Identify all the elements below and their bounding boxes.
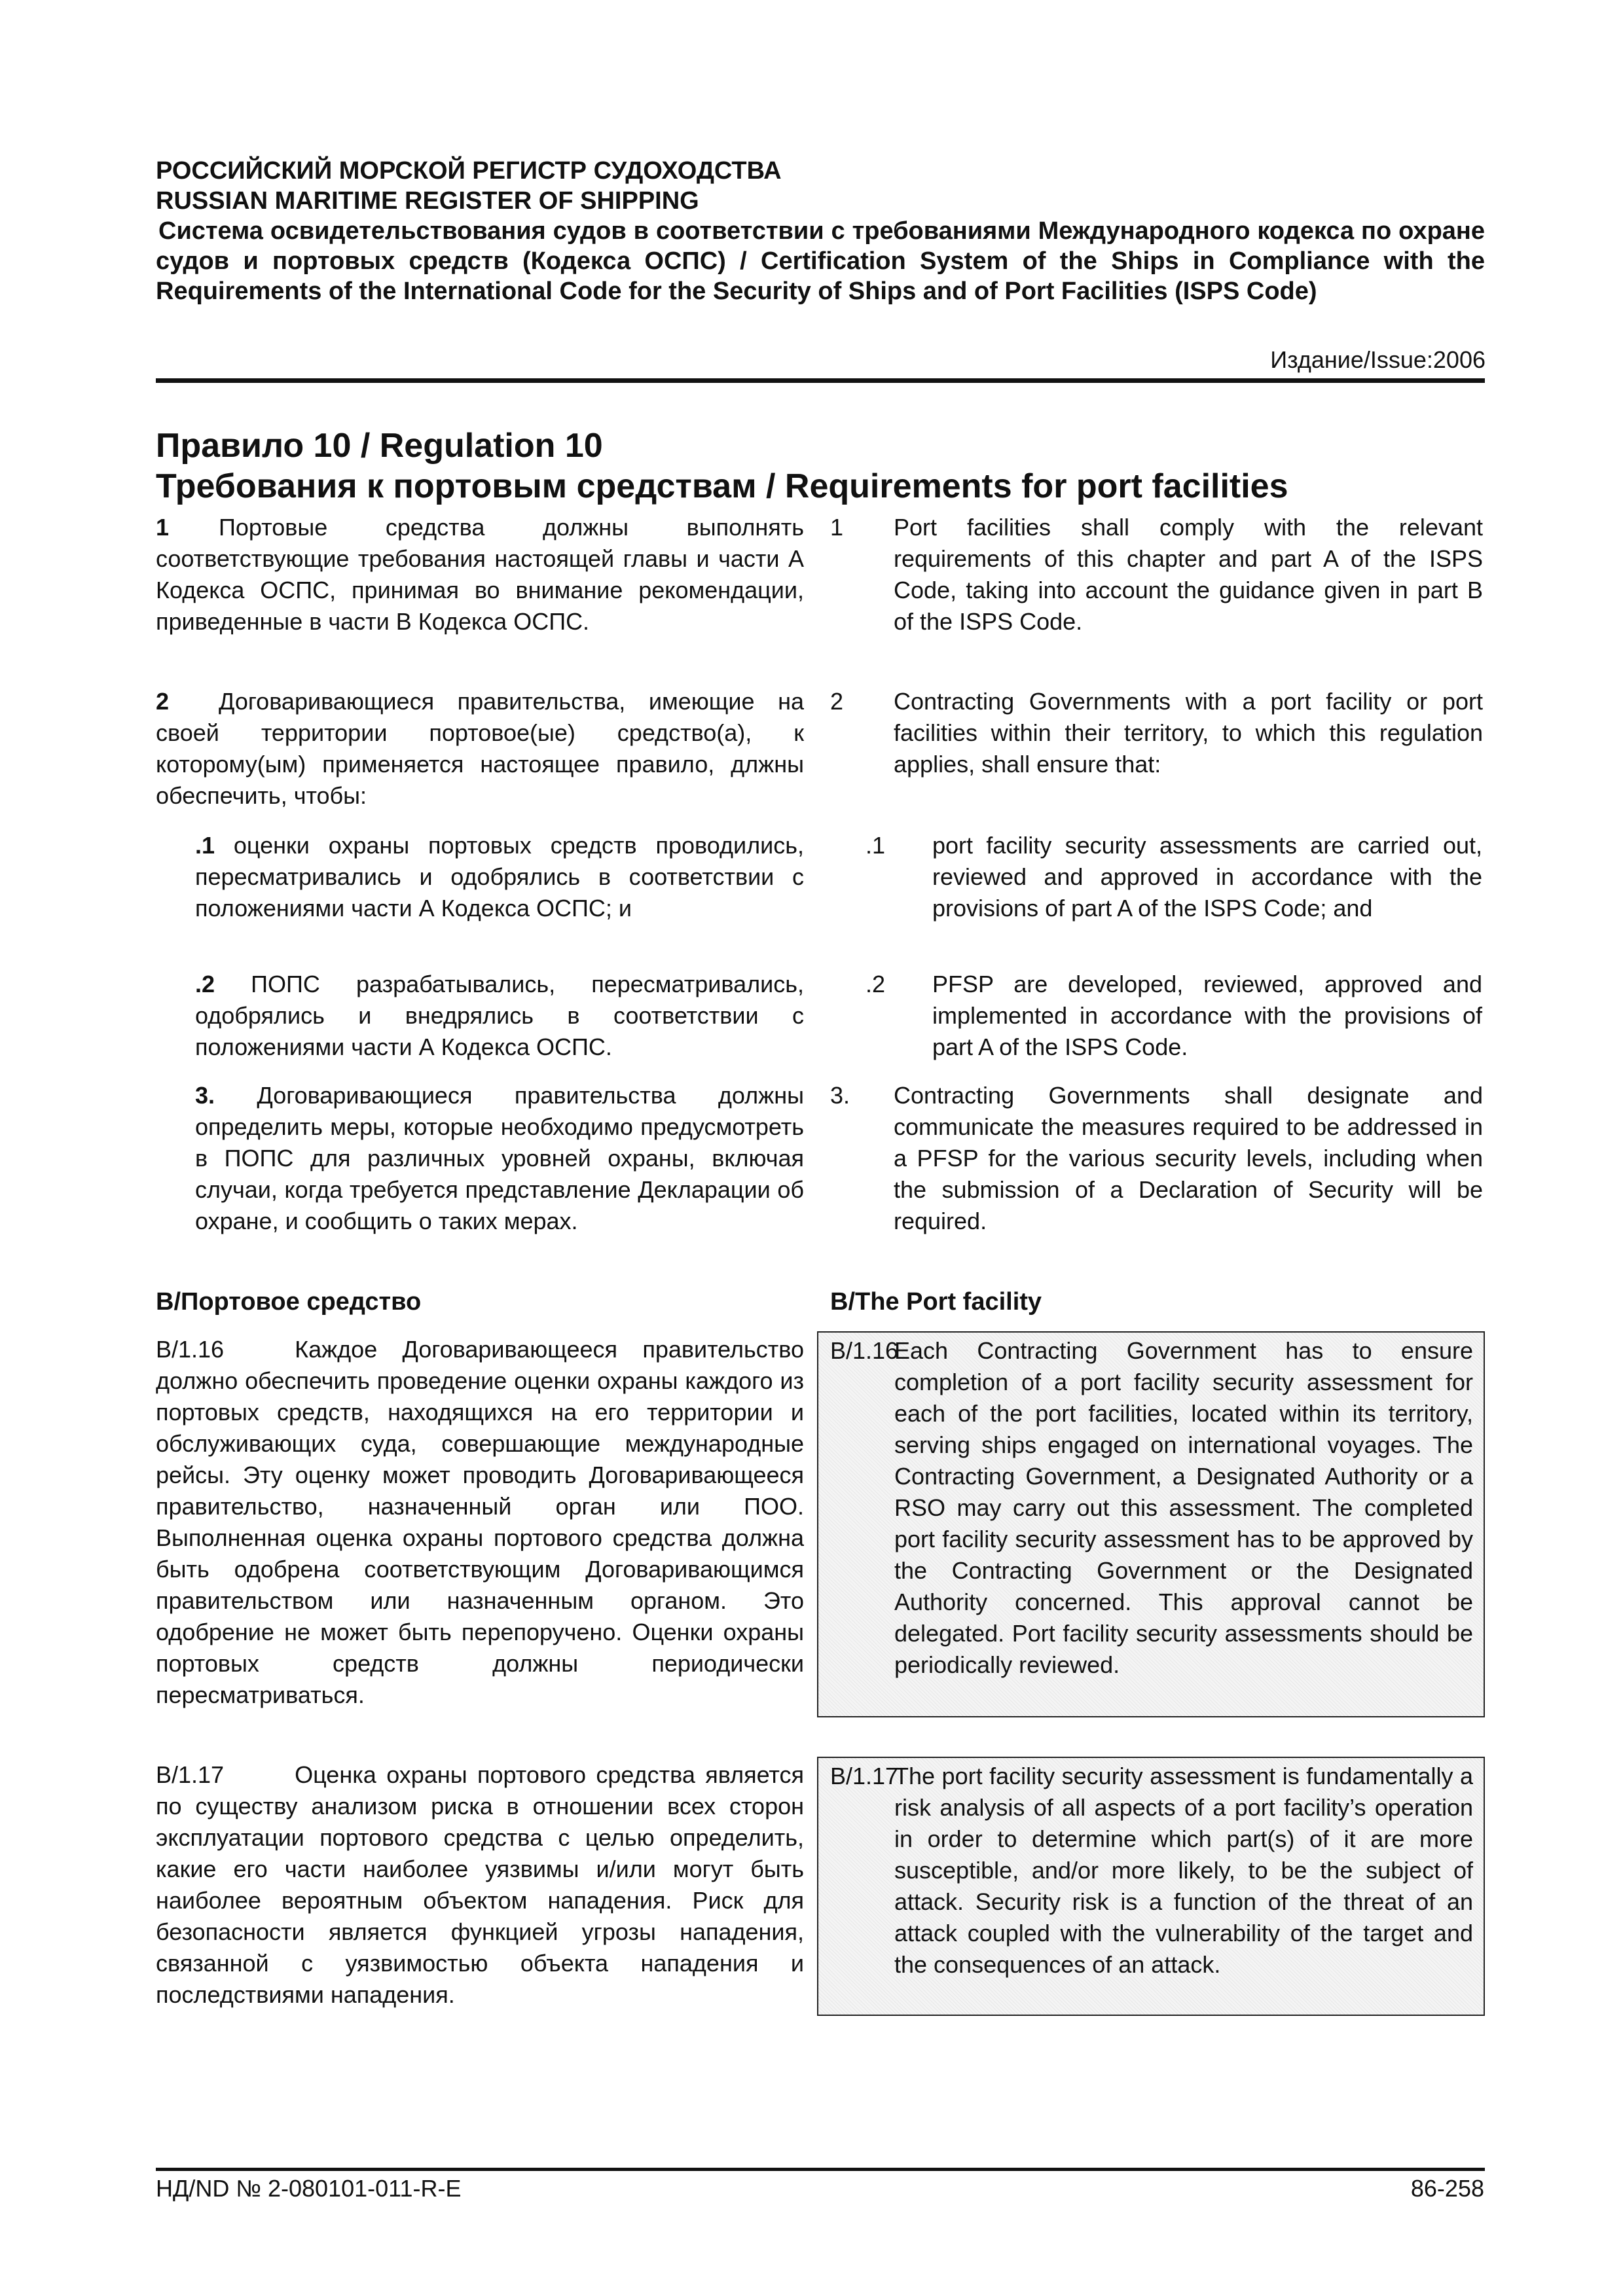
para-2-ru-number: 2 (156, 688, 170, 715)
para-2-1-ru-number: .1 (195, 832, 215, 859)
regulation-title: Правило 10 / Regulation 10 (156, 427, 603, 465)
para-3-en-text: Contracting Governments shall designate and communicate the measures required to be addressed in a PFSP for the various security levels, including when the submission of a Declaration of Security will be required. (894, 1082, 1483, 1234)
b-1-17-ru-text: Оценка охраны портового средства является по существу анализом риска в отношении всех сторон эксплуатации портового средства с целью определить, какие его части наиболее уязвимы и/или могут быть наиболее вероятным объектом нападения. Риск для безопасности является функцией угрозы нападения, связанной с уязвимостью объекта нападения и последствиями нападения. (156, 1761, 804, 2008)
para-1-ru-number: 1 (156, 514, 170, 541)
footer-rule (156, 2168, 1485, 2171)
b-1-16-en-box (817, 1331, 1485, 1717)
header-rule (156, 378, 1485, 383)
para-2-2-ru (195, 969, 804, 1063)
header-issue: Издание/Issue:2006 (1270, 346, 1486, 373)
section-b-heading-ru: В/Портовое средство (156, 1288, 422, 1316)
para-2-2-en-text: PFSP are developed, reviewed, approved and implemented in accordance with the provisions of part A of the ISPS Code. (932, 971, 1482, 1060)
b-1-17-en-text: The port facility security assessment is fundamentally a risk analysis of all aspects of a port facility’s operation in order to determine which part(s) of it are more susceptible, and/or more likely, to be the subject of attack. Security risk is a function of the threat of an attack coupled with the vulnerability of the target and the consequences of an attack. (894, 1763, 1473, 1978)
para-3-ru-number: 3. (195, 1082, 215, 1109)
b-1-16-ru-number: В/1.16 (156, 1336, 225, 1363)
header-org-ru: РОССИЙСКИЙ МОРСКОЙ РЕГИСТР СУДОХОДСТВА (156, 157, 782, 185)
b-1-16-en-text: Each Contracting Government has to ensure completion of a port facility security assessment for each of the port facilities, located within its territory, serving ships engaged on international voyages. The Contracting Government, a Designated Authority or a RSO may carry out this assessment. The completed port facility security assessment has to be approved by the Contracting Government or the Designated Authority concerned. This approval cannot be delegated. Port facility security assessments should be periodically reviewed. (894, 1337, 1473, 1678)
para-2-ru-text: Договаривающиеся правительства, имеющие на своей территории портовое(ые) средство(а), к которому(ым) применяется настоящее правило, длжны обеспечить, чтобы: (156, 688, 804, 809)
b-1-17-ru-number: В/1.17 (156, 1761, 225, 1788)
para-2-2-ru-text: ПОПС разрабатывались, пересматривались, одобрялись и внедрялись в соответствии с положениями части А Кодекса ОСПС. (195, 971, 804, 1060)
b-1-16-en-number: B/1.16 (830, 1337, 899, 1364)
para-2-2-ru-number: .2 (195, 971, 215, 997)
para-1-ru (156, 512, 804, 637)
b-1-16-ru-text: Каждое Договаривающееся правительство должно обеспечить проведение оценки охраны каждого из портовых средств, находящихся на его территории и обслуживающих суда, совершающие международные рейсы. Эту оценку может проводить Договаривающееся правительство, назначенный орган или ПОО. Выполненная оценка охраны портового средства должна быть одобрена соответствующим Договаривающимся правительством или назначенным органом. Это одобрение не может быть перепоручено. Оценки охраны портовых средств должны периодически пересматриваться. (156, 1336, 804, 1708)
para-2-ru (156, 686, 804, 812)
b-1-17-en-number: B/1.17 (830, 1763, 899, 1789)
header-system-title: Система освидетельствования судов в соответствии с требованиями Международного кодекса по охране судов и портовых средств (Кодекса ОСПС) / Certification System of the Ships in Compliance with the Requirements of the International Code for the Security of Ships and of Port Facilities (ISPS Code) (156, 217, 1485, 305)
para-3-ru (195, 1080, 804, 1237)
para-3-ru-text: Договаривающиеся правительства должны определить меры, которые необходимо предусмотреть в ПОПС для различных уровней охраны, включая случаи, когда требуется представление Декларации об охране, и сообщить о таких мерах. (195, 1082, 804, 1234)
para-2-en-text: Contracting Governments with a port facility or port facilities within their territory, to which this regulation applies, shall ensure that: (894, 688, 1483, 778)
para-3-en-number: 3. (830, 1082, 850, 1109)
para-2-2-en-number: .2 (866, 971, 886, 997)
b-1-16-ru (156, 1334, 804, 1711)
para-1-en-number: 1 (830, 514, 844, 541)
section-b-heading-en: B/The Port facility (830, 1288, 1042, 1316)
para-2-1-en-number: .1 (866, 832, 886, 859)
b-1-17-en-box (817, 1757, 1485, 2016)
para-2-en-number: 2 (830, 688, 844, 715)
para-2-1-ru-text: оценки охраны портовых средств проводились, пересматривались и одобрялись в соответствии с положениями части А Кодекса ОСПС; и (195, 832, 804, 922)
header-org-en: RUSSIAN MARITIME REGISTER OF SHIPPING (156, 187, 699, 215)
para-2-1-ru (195, 830, 804, 924)
para-1-ru-text: Портовые средства должны выполнять соответствующие требования настоящей главы и части А Кодекса ОСПС, принимая во внимание рекомендации, приведенные в части В Кодекса ОСПС. (156, 514, 804, 635)
para-1-en-text: Port facilities shall comply with the relevant requirements of this chapter and part A of the ISPS Code, taking into account the guidance given in part B of the ISPS Code. (894, 514, 1483, 635)
para-2-1-en-text: port facility security assessments are carried out, reviewed and approved in accordance with the provisions of part A of the ISPS Code; and (932, 832, 1482, 922)
footer-doc-number: НД/ND № 2-080101-011-R-E (156, 2175, 462, 2202)
footer-page-number: 86-258 (1410, 2175, 1484, 2202)
regulation-subtitle: Требования к портовым средствам / Requirements for port facilities (156, 467, 1288, 505)
b-1-17-ru (156, 1759, 804, 2011)
